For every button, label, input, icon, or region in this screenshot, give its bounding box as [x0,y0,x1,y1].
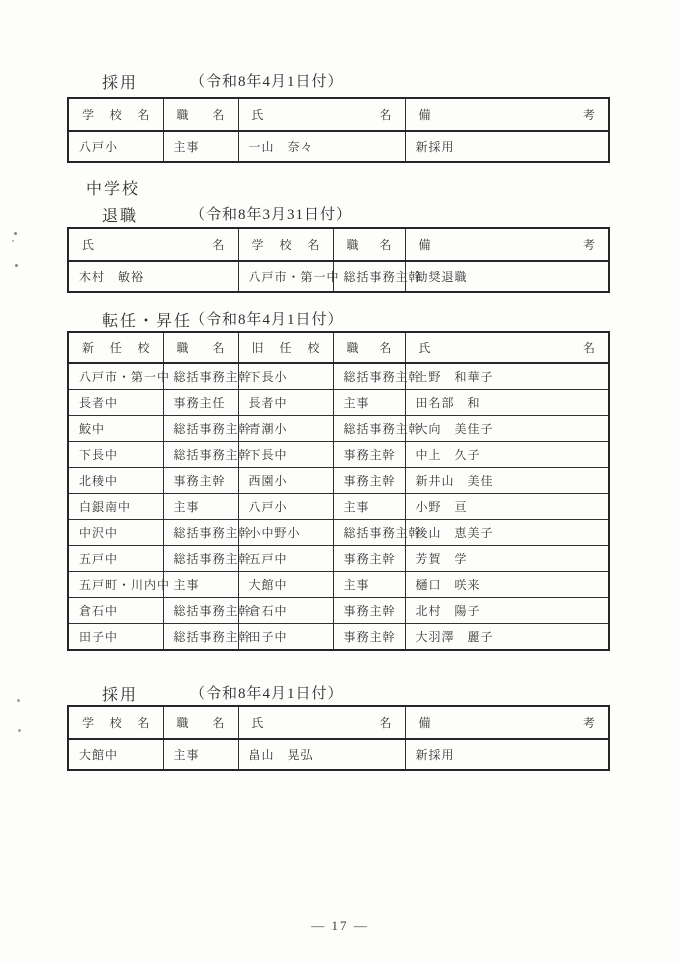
header-char: 校 [279,238,292,252]
cell-old-school: 小中野小 [238,520,333,546]
header-char: 新 [82,341,95,355]
cell-new-school: 長者中 [68,390,163,416]
table-header-row [68,706,609,739]
header-cell-name [238,706,405,739]
section-title: 採用 [102,75,139,92]
cell-old-school: 青潮小 [238,416,333,442]
table-row [68,261,609,292]
table-row [68,131,609,162]
cell-position: 主事 [163,131,238,162]
cell-position: 主事 [163,572,238,598]
cell-name: 大羽澤 麗子 [405,624,609,651]
header-cell-position [333,228,405,261]
header-char: 職 [346,341,359,355]
header-char: 任 [279,341,292,355]
cell-position: 総括事務主幹 [163,520,238,546]
header-char: 校 [109,108,122,122]
cell-note: 新採用 [405,739,609,770]
header-char: 名 [582,341,595,355]
table-row [68,494,609,520]
table-transfer-promotion-junior-high [67,331,610,651]
scan-speck [18,729,21,732]
cell-name: 北村 陽子 [405,598,609,624]
section-label-junior-high: 中学校 [86,181,141,198]
header-char: 名 [379,341,392,355]
section-date: （令和8年4月1日付） [190,312,344,328]
header-cell-position [333,332,405,363]
header-cell-school-name [68,706,163,739]
cell-name: 畠山 晃弘 [238,739,405,770]
table-row [68,468,609,494]
table-row [68,739,609,770]
cell-new-school: 鮫中 [68,416,163,442]
header-char: 名 [212,238,225,252]
cell-old-school: 五戸中 [238,546,333,572]
header-char: 考 [582,108,595,122]
cell-new-school: 五戸町・川内中 [68,572,163,598]
header-cell-note [405,98,609,131]
section-heading-transfer-promotion [0,308,680,328]
cell-new-school: 倉石中 [68,598,163,624]
header-char: 学 [82,716,95,730]
header-cell-note [405,706,609,739]
cell-name: 小野 亘 [405,494,609,520]
cell-new-school: 中沢中 [68,520,163,546]
header-cell-name [68,228,238,261]
section-date: （令和8年3月31日付） [190,207,353,223]
header-char: 名 [379,716,392,730]
cell-new-school: 白銀南中 [68,494,163,520]
scan-speck [15,264,18,267]
header-char: 職 [176,108,189,122]
cell-name: 樋口 咲来 [405,572,609,598]
cell-position: 総括事務主幹 [163,416,238,442]
cell-position: 事務主幹 [333,598,405,624]
table-row [68,624,609,651]
cell-name: 上野 和華子 [405,363,609,390]
table-row [68,363,609,390]
cell-old-school: 八戸小 [238,494,333,520]
cell-position: 総括事務主幹 [333,520,405,546]
cell-name: 大向 美佳子 [405,416,609,442]
cell-name: 田名部 和 [405,390,609,416]
cell-position: 総括事務主幹 [163,546,238,572]
header-char: 名 [212,341,225,355]
section-heading-appointment-1 [0,70,680,90]
cell-name: 後山 恵美子 [405,520,609,546]
cell-old-school: 下長中 [238,442,333,468]
table-appointment-junior-high [67,705,610,771]
cell-note: 新採用 [405,131,609,162]
header-char: 名 [212,108,225,122]
cell-position: 総括事務主幹 [163,363,238,390]
cell-new-school: 北稜中 [68,468,163,494]
header-cell-old-school [238,332,333,363]
cell-position: 主事 [163,739,238,770]
cell-position: 事務主幹 [333,468,405,494]
header-char: 名 [379,238,392,252]
table-retirement-junior-high [67,227,610,293]
table-row [68,598,609,624]
header-char: 名 [307,238,320,252]
section-heading-retirement [0,203,680,223]
table-row [68,572,609,598]
cell-position: 事務主幹 [333,624,405,651]
cell-position: 事務主幹 [333,442,405,468]
cell-name: 新井山 美佳 [405,468,609,494]
header-char: 備 [418,238,431,252]
header-char: 学 [82,108,95,122]
page-number: — 17 — [311,918,369,933]
header-char: 校 [307,341,320,355]
scan-speck [14,232,17,235]
header-char: 考 [582,238,595,252]
cell-position: 総括事務主幹 [333,261,405,292]
table-header-row [68,228,609,261]
header-char: 氏 [418,341,431,355]
cell-position: 主事 [333,572,405,598]
header-cell-position [163,98,238,131]
cell-new-school: 田子中 [68,624,163,651]
cell-old-school: 大館中 [238,572,333,598]
header-char: 備 [418,716,431,730]
cell-old-school: 下長小 [238,363,333,390]
cell-position: 主事 [163,494,238,520]
section-heading-junior-high [0,176,680,196]
header-char: 職 [176,716,189,730]
cell-position: 事務主幹 [333,546,405,572]
cell-position: 主事 [333,390,405,416]
table-row [68,546,609,572]
table-row [68,390,609,416]
header-char: 職 [176,341,189,355]
header-char: 氏 [251,108,264,122]
header-char: 旧 [251,341,264,355]
header-char: 学 [251,238,264,252]
header-char: 氏 [82,238,95,252]
header-cell-school-name [238,228,333,261]
table-row [68,520,609,546]
header-char: 名 [137,716,150,730]
cell-position: 主事 [333,494,405,520]
cell-old-school: 西園小 [238,468,333,494]
header-cell-school-name [68,98,163,131]
header-cell-position [163,332,238,363]
cell-position: 総括事務主幹 [333,416,405,442]
table-row [68,416,609,442]
header-cell-new-school [68,332,163,363]
cell-old-school: 田子中 [238,624,333,651]
cell-new-school: 五戸中 [68,546,163,572]
header-char: 名 [137,108,150,122]
scan-speck [12,240,14,242]
header-char: 名 [379,108,392,122]
cell-name: 中上 久子 [405,442,609,468]
cell-name: 一山 奈々 [238,131,405,162]
cell-old-school: 長者中 [238,390,333,416]
section-title: 転任・昇任 [102,313,193,330]
cell-position: 総括事務主幹 [163,598,238,624]
header-char: 校 [137,341,150,355]
cell-position: 事務主任 [163,390,238,416]
cell-name: 芳賀 学 [405,546,609,572]
cell-new-school: 八戸市・第一中 [68,363,163,390]
header-char: 備 [418,108,431,122]
cell-name: 木村 敏裕 [68,261,238,292]
header-cell-note [405,228,609,261]
cell-school: 八戸小 [68,131,163,162]
header-char: 任 [109,341,122,355]
cell-position: 事務主幹 [163,468,238,494]
header-cell-name [238,98,405,131]
header-char: 氏 [251,716,264,730]
cell-note: 勧奨退職 [405,261,609,292]
section-title: 退職 [102,208,139,225]
cell-school: 大館中 [68,739,163,770]
header-char: 考 [582,716,595,730]
header-cell-name [405,332,609,363]
section-date: （令和8年4月1日付） [190,74,344,90]
cell-new-school: 下長中 [68,442,163,468]
header-char: 職 [346,238,359,252]
header-char: 名 [212,716,225,730]
section-heading-appointment-2 [0,682,680,702]
cell-position: 総括事務主幹 [333,363,405,390]
cell-position: 総括事務主幹 [163,442,238,468]
cell-old-school: 倉石中 [238,598,333,624]
cell-school: 八戸市・第一中 [238,261,333,292]
header-char: 校 [109,716,122,730]
cell-position: 総括事務主幹 [163,624,238,651]
section-date: （令和8年4月1日付） [190,686,344,702]
header-cell-position [163,706,238,739]
table-appointment-elementary [67,97,610,163]
table-header-row [68,98,609,131]
table-header-row [68,332,609,363]
section-title: 採用 [102,687,139,704]
table-row [68,442,609,468]
